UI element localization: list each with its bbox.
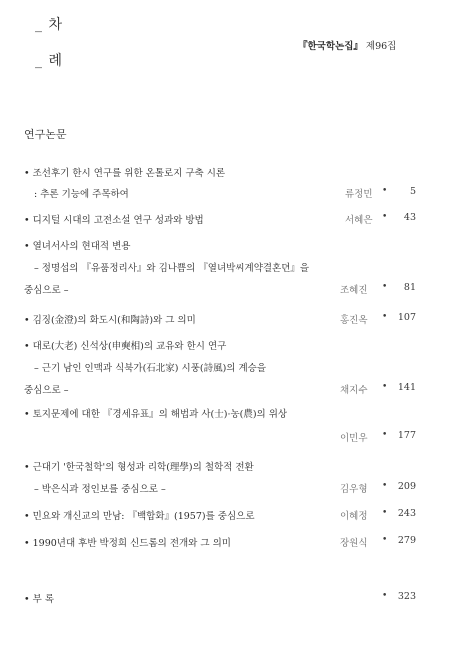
entry-author: 조혜진 xyxy=(340,285,368,296)
entry-title[interactable]: • 조선후기 한시 연구를 위한 온톨로지 구축 시론 xyxy=(24,168,226,179)
journal-title xyxy=(298,38,396,52)
separator-dot: • xyxy=(382,535,388,545)
toc-title-line1: _ 차 xyxy=(35,17,63,33)
separator-dot: • xyxy=(382,430,388,440)
entry-author: 서혜은 xyxy=(345,215,373,226)
entry-subtitle: 중심으로 – xyxy=(24,285,69,296)
entry-title[interactable]: • 대로(大老) 신석상(申奭相)의 교유와 한시 연구 xyxy=(24,341,227,352)
entry-subtitle: – 박은식과 정인보를 중심으로 – xyxy=(34,484,166,495)
entry-author: 채지수 xyxy=(340,385,368,396)
entry-author: 장원식 xyxy=(340,538,368,549)
entry-page: 177 xyxy=(397,430,416,441)
entry-subtitle: : 추론 기능에 주목하여 xyxy=(34,189,129,200)
appendix-label[interactable]: • 부 록 xyxy=(24,594,54,605)
separator-dot: • xyxy=(382,481,388,491)
entry-title[interactable]: • 토지문제에 대한 『경세유표』의 해법과 사(士)·농(農)의 위상 xyxy=(24,409,288,420)
entry-title[interactable]: • 민요와 개신교의 만남: 『백합화』(1957)를 중심으로 xyxy=(24,511,255,522)
entry-title[interactable]: • 1990년대 후반 박정희 신드롬의 전개와 그 의미 xyxy=(24,538,231,549)
entry-page: 279 xyxy=(397,535,416,546)
toc-title-line2: _ 례 xyxy=(35,53,63,69)
entry-author: 홍진옥 xyxy=(340,315,368,326)
entry-author: 이혜정 xyxy=(340,511,368,522)
entry-subtitle: – 정명섭의 『유품정리사』와 김나쁨의 『열녀박씨계약결혼뎐』을 xyxy=(34,263,310,274)
entry-title[interactable]: • 근대기 '한국철학'의 형성과 리학(理學)의 철학적 전환 xyxy=(24,462,254,473)
entry-title[interactable]: • 디지털 시대의 고전소설 연구 성과와 방법 xyxy=(24,215,204,226)
journal-name: 『한국학논집』 xyxy=(298,41,363,52)
separator-dot: • xyxy=(382,508,388,518)
entry-page: 5 xyxy=(409,186,416,197)
separator-dot: • xyxy=(382,282,388,292)
separator-dot: • xyxy=(382,382,388,392)
entry-page: 107 xyxy=(397,312,416,323)
entry-title[interactable]: • 김징(金澄)의 화도시(和陶詩)와 그 의미 xyxy=(24,315,196,326)
separator-dot: • xyxy=(382,312,388,322)
entry-author: 김우형 xyxy=(340,484,368,495)
entry-author: 류정민 xyxy=(345,189,373,200)
entry-title[interactable]: • 열녀서사의 현대적 변용 xyxy=(24,241,131,252)
separator-dot: • xyxy=(382,591,388,601)
journal-issue: 제96집 xyxy=(362,41,397,52)
separator-dot: • xyxy=(382,186,388,196)
entry-subtitle: – 근기 남인 인맥과 식북가(石北家) 시풍(詩風)의 계승을 xyxy=(34,363,267,374)
entry-page: 81 xyxy=(403,282,416,293)
section-label: 연구논문 xyxy=(24,128,67,141)
entry-page: 209 xyxy=(397,481,416,492)
entry-page: 43 xyxy=(403,212,416,223)
entry-page: 243 xyxy=(397,508,416,519)
entry-subtitle: 중심으로 – xyxy=(24,385,69,396)
entry-page: 141 xyxy=(397,382,416,393)
separator-dot: • xyxy=(382,212,388,222)
entry-author: 이민우 xyxy=(340,433,368,444)
appendix-page: 323 xyxy=(397,591,416,602)
